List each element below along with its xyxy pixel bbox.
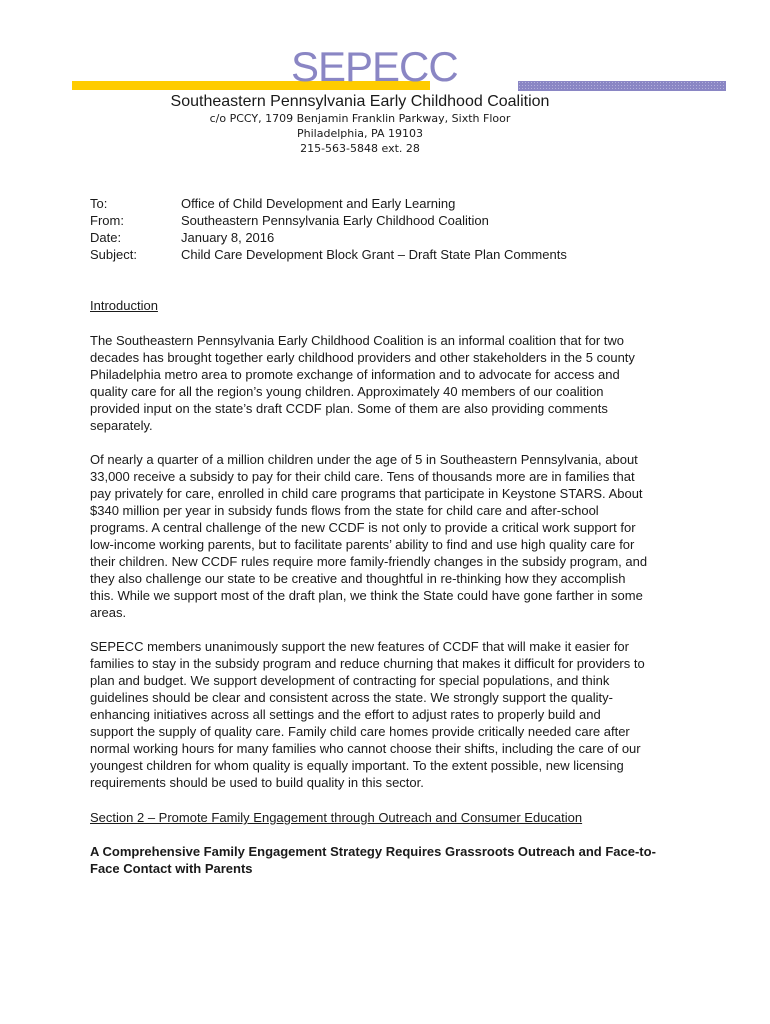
subheading-line: A Comprehensive Family Engagement Strategy Requires Grassroots Outreach and Face-to- — [90, 844, 656, 859]
logo-bar-yellow-left — [72, 81, 290, 90]
text-line: support the supply of quality care. Family child care homes provide critically needed care after — [90, 724, 630, 739]
text-line: areas. — [90, 605, 127, 620]
text-line: pay privately for care, enrolled in child care programs that participate in Keystone STARS. About — [90, 486, 643, 501]
letterhead-logo — [0, 40, 770, 94]
logo-text: SEPECC — [291, 43, 458, 90]
text-line: quality care for all the region’s young children. Approximately 40 members of our coalition — [90, 384, 604, 399]
address-line-2: Philadelphia, PA 19103 — [297, 127, 423, 140]
text-line: guidelines should be clear and consistent across the state. We strongly support the quality- — [90, 690, 613, 705]
section-2-heading-text: Section 2 – Promote Family Engagement through Outreach and Consumer Education — [90, 810, 583, 825]
intro-paragraph-2 — [90, 451, 690, 621]
logo-bar-purple-right — [518, 81, 726, 91]
text-line: plan and budget. We support development of contracting for special populations, and think — [90, 673, 610, 688]
intro-paragraph-3 — [90, 638, 690, 791]
text-line: decades has brought together early childhood providers and other stakeholders in the 5 county — [90, 350, 635, 365]
text-line: separately. — [90, 418, 153, 433]
text-line: requirements should be used to build quality in this sector. — [90, 775, 424, 790]
text-line: normal working hours for many families who cannot choose their shifts, including the care of our — [90, 741, 641, 756]
text-line: SEPECC members unanimously support the new features of CCDF that will make it easier for — [90, 639, 629, 654]
address-line-3: 215-563-5848 ext. 28 — [300, 142, 420, 155]
text-line: provided input on the state’s draft CCDF plan. Some of them are also providing comments — [90, 401, 608, 416]
memo-date-row — [90, 229, 567, 246]
memo-to-row — [90, 195, 567, 212]
text-line: families to stay in the subsidy program and reduce churning that makes it difficult for providers to — [90, 656, 645, 671]
text-line: $340 million per year in subsidy funds flows from the state for child care and after-school — [90, 503, 599, 518]
text-line: youngest children for whom quality is equally important. To the extent possible, new licensing — [90, 758, 624, 773]
memo-date-label: Date: — [90, 230, 122, 245]
section-2-heading — [90, 809, 690, 826]
text-line: Of nearly a quarter of a million children under the age of 5 in Southeastern Pennsylvania, about — [90, 452, 638, 467]
org-name: Southeastern Pennsylvania Early Childhood Coalition — [170, 93, 550, 110]
text-line: Philadelphia metro area to promote exchange of information and to advocate for access and — [90, 367, 620, 382]
memo-from-row — [90, 212, 567, 229]
intro-heading-text: Introduction — [90, 298, 158, 313]
address-line-1: c/o PCCY, 1709 Benjamin Franklin Parkway, Sixth Floor — [209, 112, 511, 125]
memo-to-label: To: — [90, 196, 108, 211]
text-line: enhancing initiatives across all settings and the effort to adjust rates to properly build and — [90, 707, 601, 722]
memo-date-value: January 8, 2016 — [181, 230, 275, 245]
memo-block — [90, 195, 567, 263]
text-line: they also challenge our state to be creative and thoughtful in re-thinking how they accomplish — [90, 571, 626, 586]
intro-paragraph-1 — [90, 332, 690, 434]
text-line: this. While we support most of the draft plan, we think the State could have gone farther in some — [90, 588, 643, 603]
memo-from-value: Southeastern Pennsylvania Early Childhood Coalition — [181, 213, 489, 228]
memo-subject-row — [90, 246, 567, 263]
memo-subject-value: Child Care Development Block Grant – Draft State Plan Comments — [181, 247, 567, 262]
section-2-subheading — [90, 843, 690, 877]
intro-heading — [90, 297, 690, 314]
text-line: programs. A central challenge of the new CCDF is not only to provide a critical work support for — [90, 520, 636, 535]
memo-to-value: Office of Child Development and Early Learning — [181, 196, 456, 211]
text-line: 33,000 receive a subsidy to pay for their child care. Tens of thousands more are in families that — [90, 469, 635, 484]
text-line: low-income working parents, but to facilitate parents’ ability to find and use high quality care for — [90, 537, 635, 552]
text-line: The Southeastern Pennsylvania Early Childhood Coalition is an informal coalition that for two — [90, 333, 625, 348]
memo-from-label: From: — [90, 213, 124, 228]
text-line: their children. New CCDF rules require more family-friendly changes in the subsidy program, and — [90, 554, 648, 569]
memo-subject-label: Subject: — [90, 247, 137, 262]
subheading-line: Face Contact with Parents — [90, 861, 253, 876]
